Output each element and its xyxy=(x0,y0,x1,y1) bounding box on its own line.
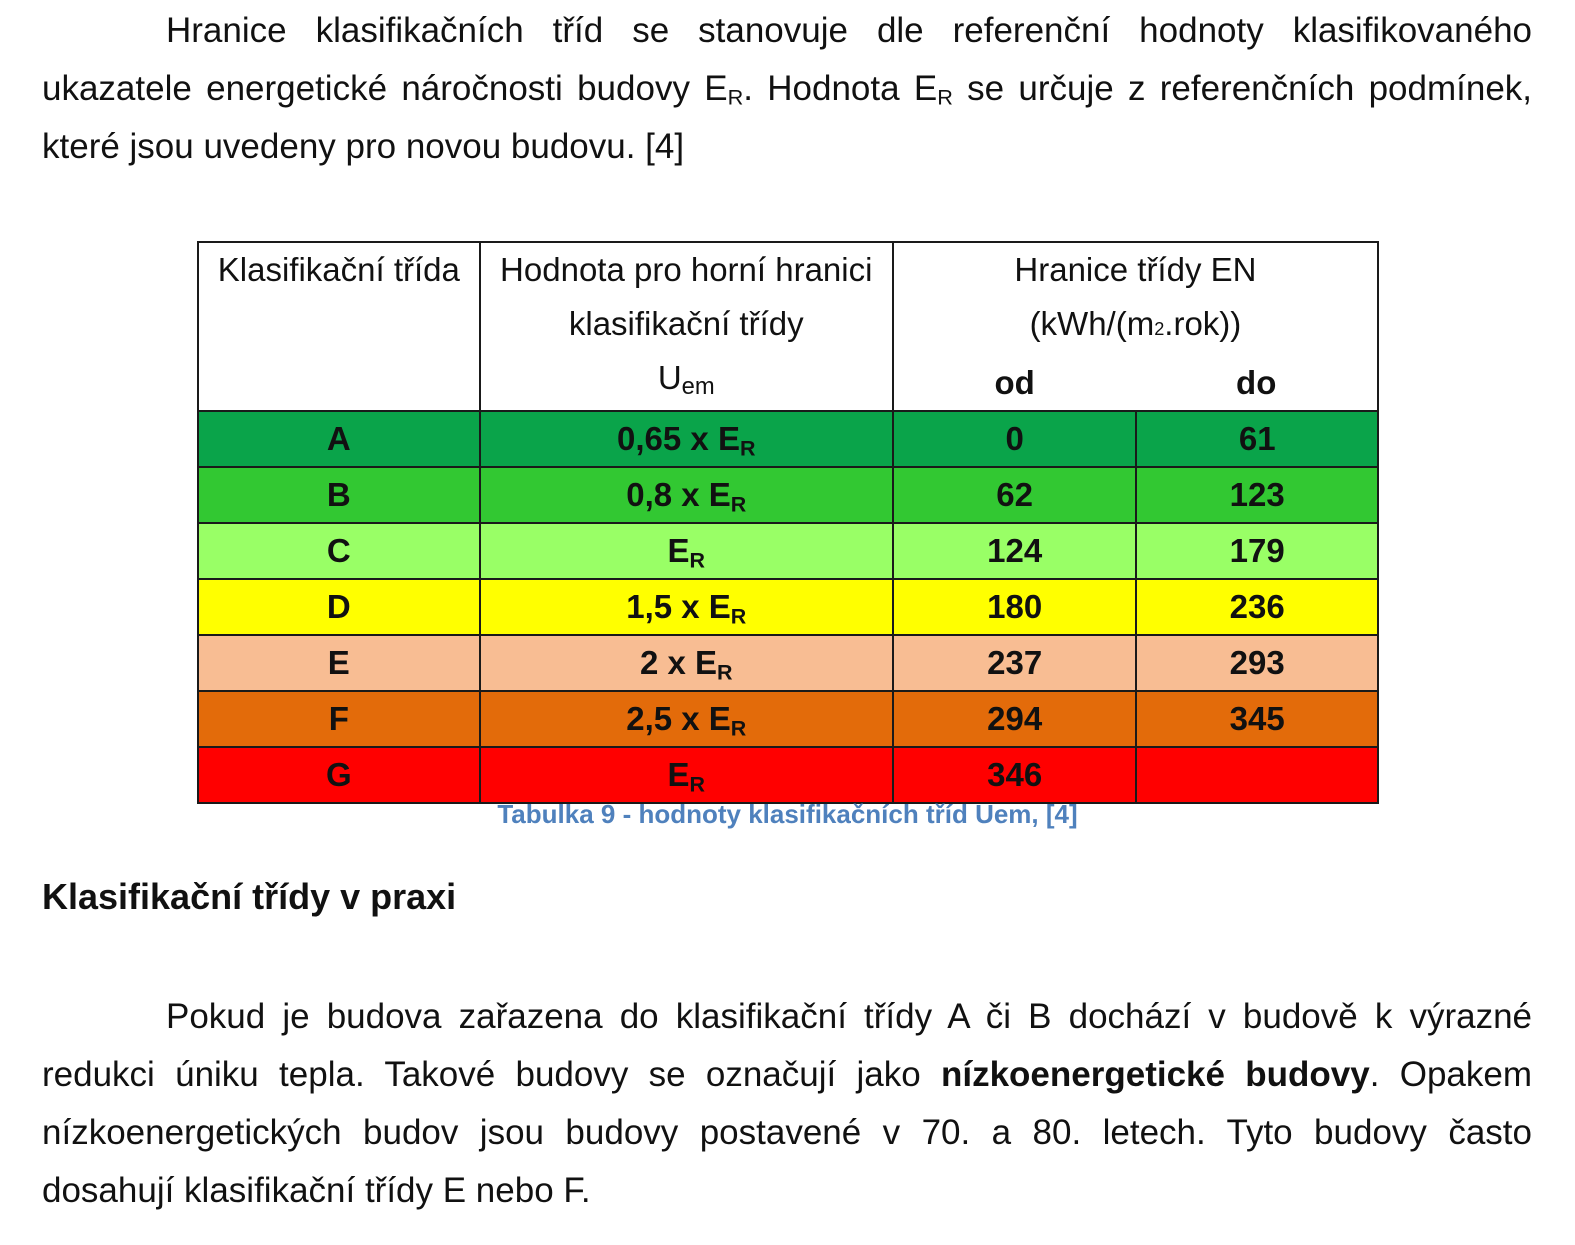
class-cell: B xyxy=(198,467,480,523)
coefficient-cell: 0,65 x $E_R$ xyxy=(480,411,893,467)
table-row xyxy=(198,523,1378,579)
class-cell: E xyxy=(198,635,480,691)
od-cell: 124 xyxy=(893,523,1137,579)
intro-paragraph xyxy=(42,2,1532,176)
do-cell: 345 xyxy=(1136,691,1378,747)
header-class: Klasifikační třída xyxy=(198,242,480,411)
coefficient-cell: 2 x $E_R$ xyxy=(480,635,893,691)
od-cell: 180 xyxy=(893,579,1137,635)
table-row xyxy=(198,411,1378,467)
subscript-r: R xyxy=(937,84,953,110)
class-cell: G xyxy=(198,747,480,803)
class-cell: C xyxy=(198,523,480,579)
table-row xyxy=(198,579,1378,635)
coefficient-cell: 1,5 x $E_R$ xyxy=(480,579,893,635)
header-do: do xyxy=(1236,364,1277,401)
od-cell: 346 xyxy=(893,747,1137,803)
body-bold-term: nízkoenergetické budovy xyxy=(940,1055,1370,1094)
section-heading: Klasifikační třídy v praxi xyxy=(42,876,457,917)
header-upper-limit: Hodnota pro horní hranici klasifikační třídy $U_{em}$ xyxy=(480,242,893,411)
table-caption: Tabulka 9 - hodnoty klasifikačních tříd Uem, [4] xyxy=(497,799,1078,829)
class-cell: A xyxy=(198,411,480,467)
coefficient-cell: 2,5 x $E_R$ xyxy=(480,691,893,747)
table-row xyxy=(198,691,1378,747)
od-cell: 0 xyxy=(893,411,1137,467)
body-paragraph xyxy=(42,988,1532,1220)
table-row xyxy=(198,747,1378,803)
do-cell: 179 xyxy=(1136,523,1378,579)
coefficient-cell: $E_R$ xyxy=(480,747,893,803)
class-cell: D xyxy=(198,579,480,635)
coefficient-cell: 0,8 x $E_R$ xyxy=(480,467,893,523)
od-cell: 62 xyxy=(893,467,1137,523)
do-cell: 123 xyxy=(1136,467,1378,523)
table-row xyxy=(198,635,1378,691)
do-cell: 293 xyxy=(1136,635,1378,691)
do-cell: 61 xyxy=(1136,411,1378,467)
intro-text-2: . Hodnota E xyxy=(743,69,938,108)
od-cell: 294 xyxy=(893,691,1137,747)
intro-text-1: Hranice klasifikačních tříd se stanovuje dle referenční hodnoty klasifikovaného ukazatele energetické náročnosti budovy E xyxy=(42,11,1532,108)
header-boundaries: Hranice třídy EN (kWh/(m2.rok)) od do xyxy=(893,242,1378,411)
od-cell: 237 xyxy=(893,635,1137,691)
header-od: od xyxy=(994,364,1035,401)
header-uem: $U_{em}$ xyxy=(657,359,715,400)
table-row xyxy=(198,467,1378,523)
classification-table xyxy=(197,241,1379,804)
body-text-1: Pokud je budova zařazena do klasifikační třídy A či B dochází v budově k výrazné redukci úniku tepla. Takové budovy se označují jako xyxy=(42,997,1532,1094)
do-cell xyxy=(1136,747,1378,803)
body-text-2: . Opakem nízkoenergetických budov jsou budovy postavené v 70. a 80. letech. Tyto budovy často dosahují klasifikační třídy E nebo F. xyxy=(42,1055,1532,1210)
do-cell: 236 xyxy=(1136,579,1378,635)
subscript-r: R xyxy=(727,84,744,110)
coefficient-cell: $E_R$ xyxy=(480,523,893,579)
class-cell: F xyxy=(198,691,480,747)
intro-text-3: se určuje z referenčních podmínek, které jsou uvedeny pro novou budovu. [4] xyxy=(42,69,1533,166)
